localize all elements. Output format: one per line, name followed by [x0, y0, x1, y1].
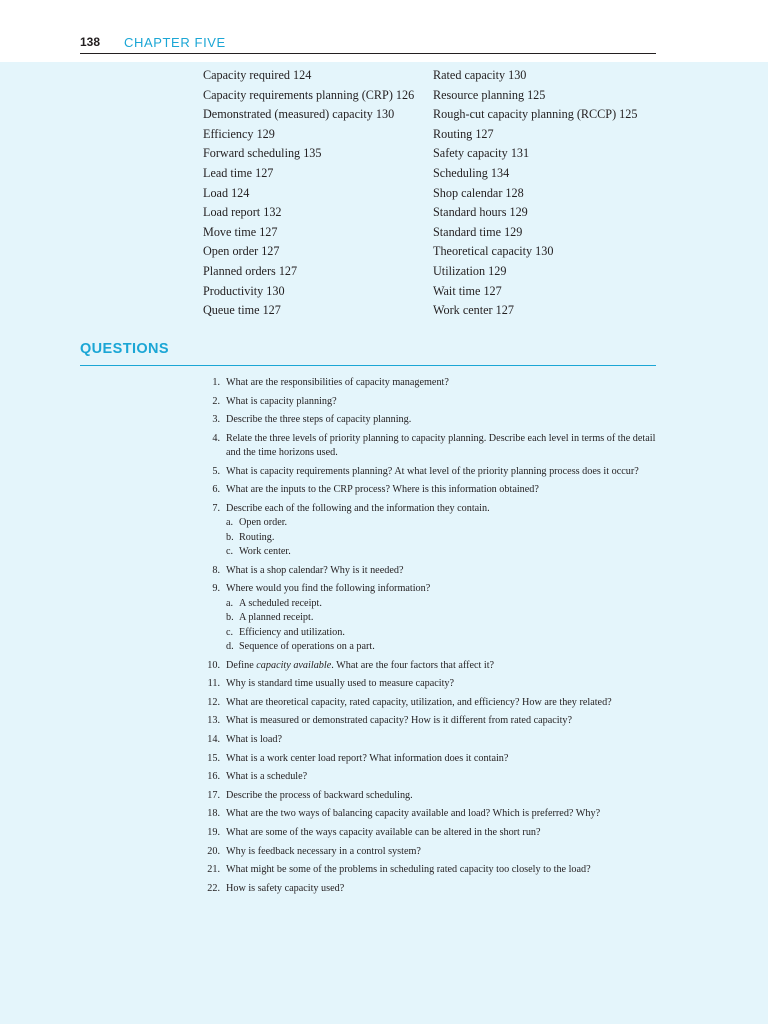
subitem-letter: c. [226, 546, 234, 558]
question-number: 5. [212, 465, 220, 477]
key-term: Queue time 127 [203, 303, 281, 318]
key-term: Rough-cut capacity planning (RCCP) 125 [433, 107, 638, 122]
question-number: 21. [207, 864, 220, 876]
question-subitem [226, 611, 659, 625]
question-subitem [226, 597, 659, 611]
key-term: Open order 127 [203, 244, 280, 259]
question-subitem [226, 531, 659, 545]
key-term: Move time 127 [203, 224, 278, 239]
key-term: Utilization 129 [433, 263, 507, 278]
subitem-letter: d. [226, 641, 234, 652]
question-number: 2. [212, 395, 220, 407]
key-term: Productivity 130 [203, 283, 285, 298]
question-item [203, 789, 659, 803]
question-item [203, 714, 659, 728]
subitem-text: Efficiency and utilization. [239, 626, 345, 638]
key-terms-column-2 [433, 66, 637, 321]
question-number: 19. [207, 826, 220, 838]
question-text: What is capacity requirements planning? At what level of the priority planning process does it occur? [226, 465, 639, 477]
question-text: What is a work center load report? What information does it contain? [226, 752, 509, 764]
question-item [203, 826, 659, 840]
question-text: What might be some of the problems in scheduling rated capacity too closely to the load? [226, 864, 591, 876]
key-term: Safety capacity 131 [433, 146, 530, 161]
question-text: What are the inputs to the CRP process? Where is this information obtained? [226, 484, 539, 496]
question-number: 1. [212, 377, 220, 388]
questions-heading [80, 341, 656, 366]
subitem-letter: a. [226, 517, 234, 529]
question-number: 14. [207, 733, 220, 745]
page-header [80, 34, 656, 54]
key-term: Load 124 [203, 185, 250, 200]
question-item [203, 564, 659, 578]
question-text: Why is standard time usually used to measure capacity? [226, 678, 455, 690]
question-item [203, 376, 659, 390]
key-term: Resource planning 125 [433, 87, 546, 102]
question-text: Where would you find the following information? [226, 583, 431, 595]
page-number: 138 [80, 35, 101, 49]
chapter-label: CHAPTER FIVE [124, 35, 226, 50]
question-item [203, 502, 659, 560]
key-term: Scheduling 134 [433, 165, 510, 180]
question-text: Describe the three steps of capacity planning. [226, 414, 412, 426]
subitem-text: A scheduled receipt. [239, 597, 322, 609]
question-subitem [226, 516, 659, 530]
key-term: Efficiency 129 [203, 126, 275, 141]
question-item [203, 807, 659, 821]
question-number: 9. [212, 583, 220, 595]
question-item [203, 465, 659, 479]
key-term: Rated capacity 130 [433, 68, 527, 82]
question-subitem [226, 545, 659, 559]
question-item [203, 696, 659, 710]
question-text: What is measured or demonstrated capacity? How is it different from rated capacity? [226, 715, 573, 727]
subitem-letter: c. [226, 626, 234, 638]
question-text: What is load? [226, 733, 283, 745]
question-number: 16. [207, 771, 220, 783]
questions-list [203, 376, 659, 900]
key-terms-column-1 [203, 66, 414, 321]
question-number: 7. [212, 502, 220, 514]
question-item [203, 845, 659, 859]
questions-heading-text: QUESTIONS [80, 341, 169, 357]
question-text: Relate the three levels of priority planning to capacity planning. Describe each level in terms of the detail and the time horizons used. [226, 432, 656, 459]
question-number: 12. [207, 696, 220, 708]
question-text: What is a schedule? [226, 771, 308, 783]
question-text: What are the responsibilities of capacity management? [226, 377, 449, 388]
question-text: What is a shop calendar? Why is it needed? [226, 564, 404, 576]
question-text: What are theoretical capacity, rated capacity, utilization, and efficiency? How are they related? [226, 696, 612, 708]
question-item [203, 752, 659, 766]
subitem-text: A planned receipt. [239, 612, 314, 624]
key-term: Shop calendar 128 [433, 185, 524, 200]
question-text: What is capacity planning? [226, 395, 337, 407]
question-item [203, 582, 659, 654]
key-term: Standard hours 129 [433, 205, 528, 220]
question-number: 3. [212, 414, 220, 426]
question-text-part: . What are the four factors that affect it? [331, 659, 495, 671]
question-item [203, 863, 659, 877]
question-number: 13. [207, 715, 220, 727]
question-number: 10. [207, 659, 220, 671]
key-term: Lead time 127 [203, 165, 274, 180]
question-item [203, 413, 659, 427]
key-term: Load report 132 [203, 205, 282, 220]
question-number: 22. [207, 882, 220, 894]
subitem-letter: b. [226, 612, 234, 624]
key-term: Planned orders 127 [203, 263, 298, 278]
question-text: Describe the process of backward scheduling. [226, 789, 413, 801]
question-item [203, 395, 659, 409]
question-number: 15. [207, 752, 220, 764]
question-item [203, 882, 659, 896]
question-item [203, 677, 659, 691]
key-term: Routing 127 [433, 126, 494, 141]
subitem-letter: a. [226, 597, 234, 609]
question-subitem [226, 626, 659, 640]
question-text: What are some of the ways capacity available can be altered in the short run? [226, 826, 541, 838]
subitem-text: Work center. [239, 546, 291, 558]
question-text-emphasis: capacity available [256, 659, 332, 671]
question-number: 6. [212, 484, 220, 496]
question-text-part: Define [226, 659, 257, 671]
key-term: Capacity requirements planning (CRP) 126 [203, 87, 415, 102]
question-subitem [226, 640, 659, 654]
key-term: Work center 127 [433, 303, 514, 318]
question-item [203, 770, 659, 784]
question-text: Why is feedback necessary in a control system? [226, 845, 421, 857]
question-text [226, 659, 659, 673]
key-term: Wait time 127 [433, 283, 502, 298]
question-text: What are the two ways of balancing capacity available and load? Which is preferred? Why? [226, 808, 601, 820]
subitem-text: Sequence of operations on a part. [239, 641, 375, 652]
subitem-text: Open order. [239, 517, 288, 529]
question-number: 8. [212, 564, 220, 576]
question-number: 17. [207, 789, 220, 801]
question-number: 4. [212, 432, 220, 444]
subitem-text: Routing. [239, 531, 275, 543]
key-term: Capacity required 124 [203, 68, 312, 82]
key-term: Demonstrated (measured) capacity 130 [203, 107, 395, 122]
question-number: 20. [207, 845, 220, 857]
question-text: Describe each of the following and the information they contain. [226, 502, 490, 514]
question-item [203, 483, 659, 497]
question-number: 18. [207, 808, 220, 820]
question-item [203, 733, 659, 747]
question-item [203, 659, 659, 673]
key-term: Theoretical capacity 130 [433, 244, 554, 259]
question-number: 11. [207, 678, 220, 690]
subitem-letter: b. [226, 531, 234, 543]
question-text: How is safety capacity used? [226, 882, 345, 894]
key-term: Standard time 129 [433, 224, 523, 239]
key-term: Forward scheduling 135 [203, 146, 322, 161]
question-item [203, 432, 659, 461]
